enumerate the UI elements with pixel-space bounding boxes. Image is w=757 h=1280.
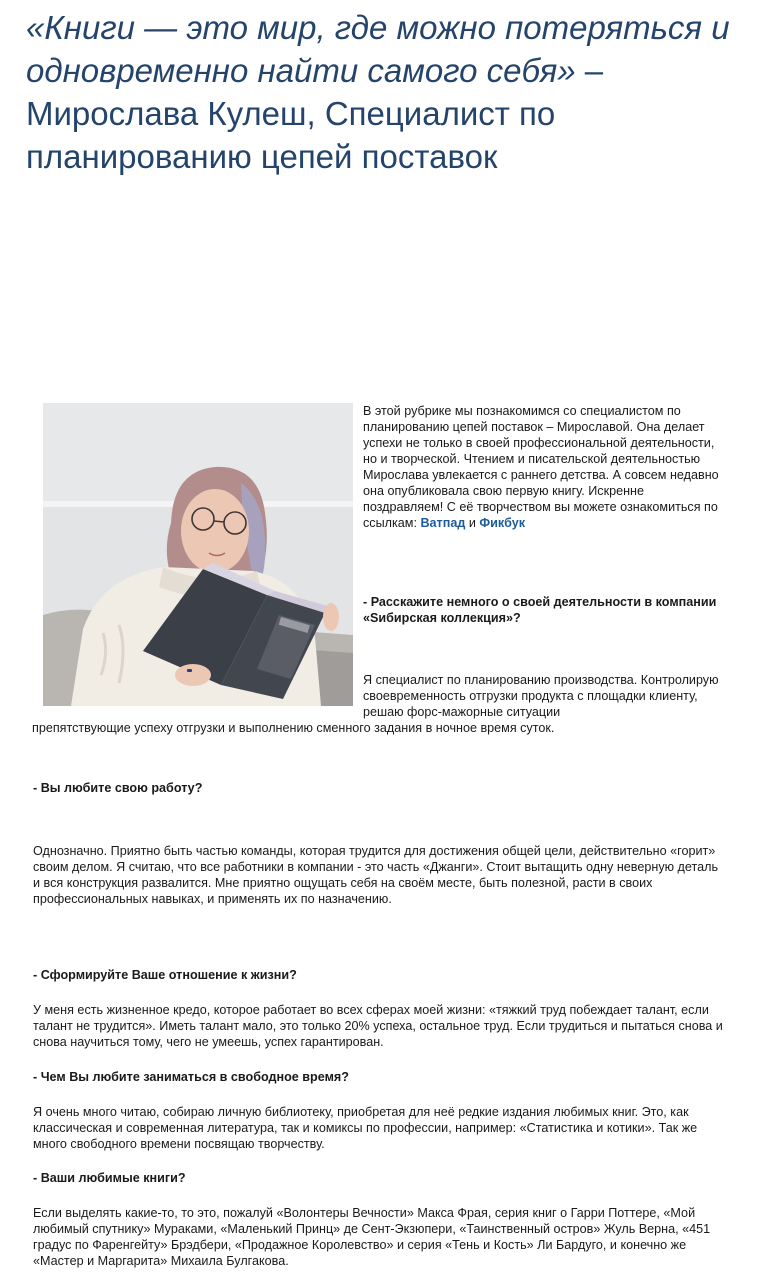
answer-activity-end: препятствующие успеху отгрузки и выполнению сменного задания в ночное время суток.: [32, 721, 555, 735]
ficbook-link[interactable]: Фикбук: [479, 516, 526, 530]
question-love-work: - Вы любите свою работу?: [33, 781, 203, 795]
question-free-time: - Чем Вы любите заниматься в свободное время?: [33, 1070, 349, 1084]
question-life-attitude: - Сформируйте Ваше отношение к жизни?: [33, 968, 297, 982]
article-title: [26, 6, 736, 178]
question-activity: - Расскажите немного о своей деятельности в компании «Sибирская коллекция»?: [363, 595, 717, 625]
answer-activity-start: Я специалист по планированию производства. Контролирую своевременность отгрузки продукта с площадки клиенту, решаю форс-мажорные ситуации: [363, 673, 719, 719]
answer-love-work: Однозначно. Приятно быть частью команды, которая трудится для достижения общей цели, действительно «горит» своим делом. Я считаю, что все работники в компании - это часть «Джанги». Стоит вытащить одну неверную деталь и вся конструкция развалится. Мне приятно ощущать себя на своём месте, быть полезной, расти в своих профессиональных навыках, и применять их по назначению.: [33, 844, 719, 906]
title-quote: «Книги — это мир, где можно потеряться и одновременно найти самого себя»: [26, 9, 730, 89]
intro-paragraph: [363, 403, 721, 531]
portrait-photo: [43, 403, 353, 706]
question-favorite-books: - Ваши любимые книги?: [33, 1171, 186, 1185]
answer-favorite-books: Если выделять какие-то, то это, пожалуй «Волонтеры Вечности» Макса Фрая, серия книг о Гарри Поттере, «Мой любимый спутнику» Мураками, «Маленький Принц» де Сент-Экзюпери, «Таинственный остров» Жуль Верна, «451 градус по Фаренгейту» Брэдбери, «Продажное Королевство» и серия «Тень и Кость» Ли Бардуго, и конечно же «Мастер и Маргарита» Михаила Булгакова.: [33, 1206, 711, 1268]
answer-activity: [32, 672, 723, 736]
title-attribution: – Мирослава Кулеш, Специалист по планированию цепей поставок: [26, 52, 604, 175]
intro-text: В этой рубрике мы познакомимся со специалистом по планированию цепей поставок – Мирославой. Она делает успехи не только в своей профессиональной деятельности, но и творческой. Чтением и писательской деятельностью Мирослава увлекается с раннего детства. А совсем недавно она опубликовала свою первую книгу. Искренне поздравляем! С её творчеством вы можете ознакомиться по ссылкам:: [363, 404, 719, 530]
intro-and: и: [465, 516, 480, 530]
answer-life-attitude: У меня есть жизненное кредо, которое работает во всех сферах моей жизни: «тяжкий труд побеждает талант, если талант не трудится». Иметь талант мало, это только 20% успеха, остальное труд. Если трудиться и пытаться снова и снова научиться тому, чего не умеешь, успех гарантирован.: [33, 1003, 723, 1049]
answer-free-time: Я очень много читаю, собираю личную библиотеку, приобретая для неё редкие издания любимых книг. Это, как классическая и современная литература, так и комиксы по профессии, например: «Статистика и котики». Так же много свободного времени посвящаю творчеству.: [33, 1105, 698, 1151]
woman-reading-illustration: [43, 403, 353, 706]
wattpad-link[interactable]: Ватпад: [420, 516, 466, 530]
